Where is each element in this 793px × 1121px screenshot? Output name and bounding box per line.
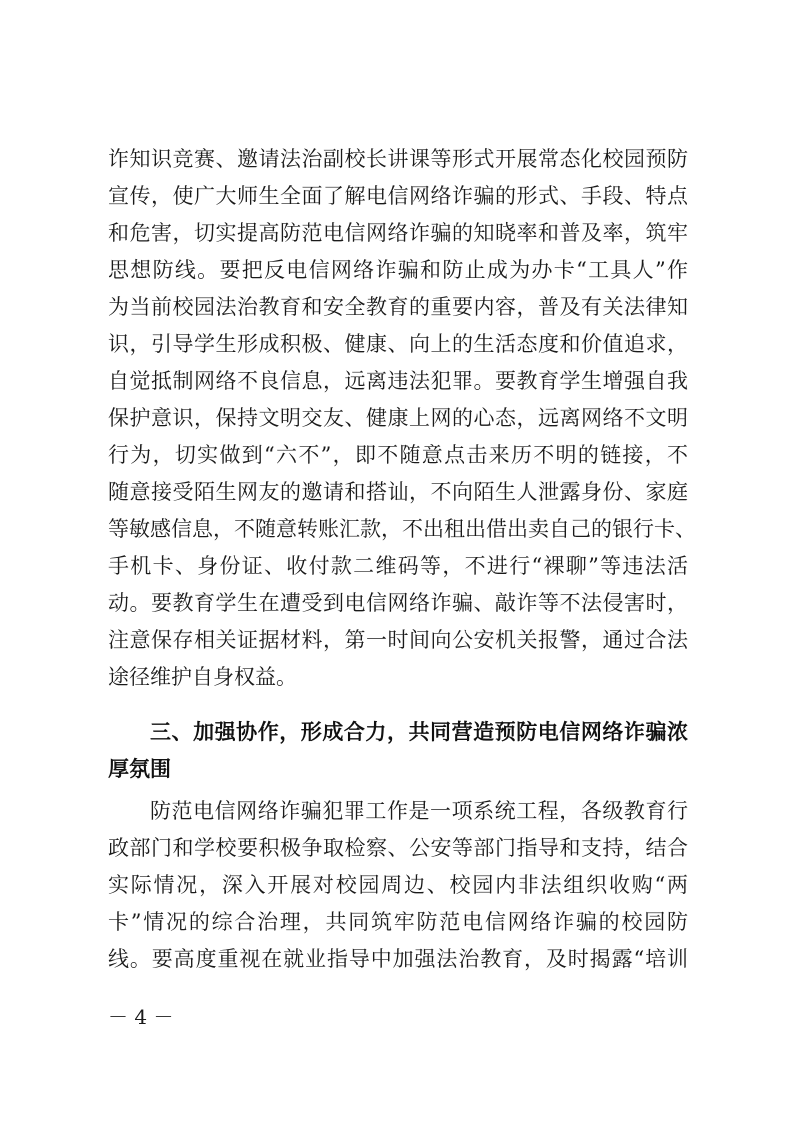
paragraph-1-line-14: 注意保存相关证据材料，第一时间向公安机关报警，通过合法 — [108, 628, 688, 652]
paragraph-1-line-4: 思想防线。要把反电信网络诈骗和防止成为办卡“工具人”作 — [108, 258, 688, 282]
paragraph-1-line-8: 保护意识，保持文明交友、健康上网的心态，远离网络不文明 — [108, 406, 688, 430]
paragraph-2-line-3: 实际情况，深入开展对校园周边、校园内非法组织收购“两 — [108, 873, 688, 897]
paragraph-1-line-12: 手机卡、身份证、收付款二维码等，不进行“裸聊”等违法活 — [108, 554, 688, 578]
section-heading-line-1: 三、加强协作，形成合力，共同营造预防电信网络诈骗浓 — [150, 720, 688, 744]
paragraph-1-line-11: 等敏感信息，不随意转账汇款，不出租出借出卖自己的银行卡、 — [108, 517, 696, 541]
paragraph-1-line-7: 自觉抵制网络不良信息，远离违法犯罪。要教育学生增强自我 — [108, 369, 688, 393]
paragraph-1-line-6: 识，引导学生形成积极、健康、向上的生活态度和价值追求， — [108, 332, 688, 356]
paragraph-1-line-13: 动。要教育学生在遭受到电信网络诈骗、敲诈等不法侵害时， — [108, 591, 688, 615]
paragraph-1-line-1: 诈知识竞赛、邀请法治副校长讲课等形式开展常态化校园预防 — [108, 147, 688, 171]
paragraph-1-line-5: 为当前校园法治教育和安全教育的重要内容，普及有关法律知 — [108, 295, 688, 319]
paragraph-1-line-9: 行为，切实做到“六不”，即不随意点击来历不明的链接，不 — [108, 443, 688, 467]
paragraph-1-line-2: 宣传，使广大师生全面了解电信网络诈骗的形式、手段、特点 — [108, 184, 688, 208]
paragraph-2-line-4: 卡”情况的综合治理，共同筑牢防范电信网络诈骗的校园防 — [108, 910, 688, 934]
paragraph-1-line-15: 途径维护自身权益。 — [108, 665, 297, 689]
paragraph-2-line-1: 防范电信网络诈骗犯罪工作是一项系统工程，各级教育行 — [150, 799, 688, 823]
paragraph-2-line-5: 线。要高度重视在就业指导中加强法治教育，及时揭露“培训 — [108, 947, 688, 971]
section-heading-line-2: 厚氛围 — [108, 757, 171, 781]
paragraph-1-line-10: 随意接受陌生网友的邀请和搭讪，不向陌生人泄露身份、家庭 — [108, 480, 688, 504]
paragraph-2-line-2: 政部门和学校要积极争取检察、公安等部门指导和支持，结合 — [108, 836, 688, 860]
page-number: － 4 － — [108, 1005, 174, 1029]
paragraph-1-line-3: 和危害，切实提高防范电信网络诈骗的知晓率和普及率，筑牢 — [108, 221, 688, 245]
